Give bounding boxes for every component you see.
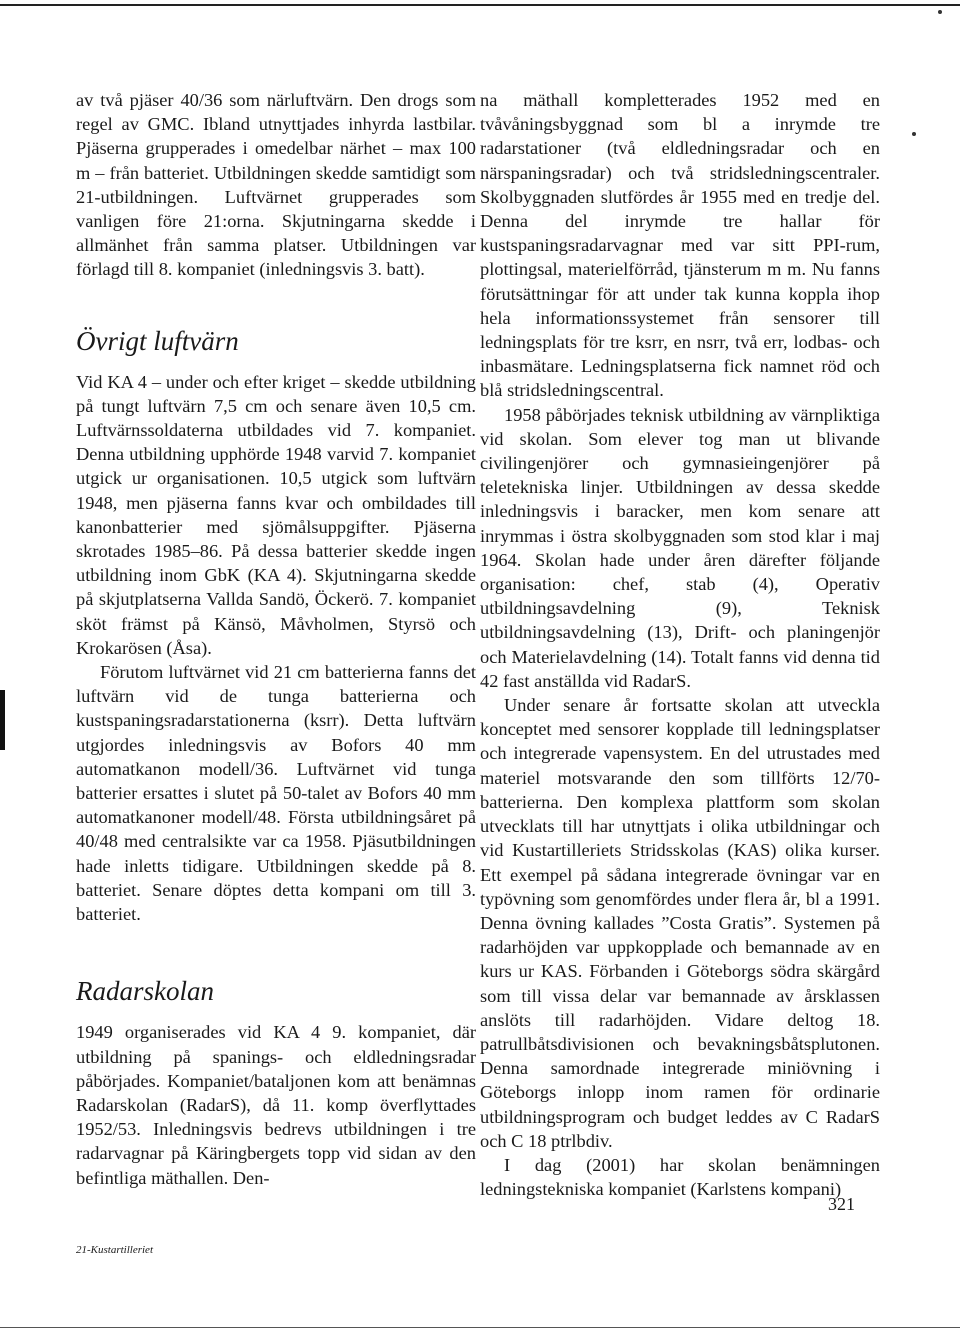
section-heading-radarskolan: Radarskolan <box>76 976 214 1007</box>
section-heading-ovrigt-luftvarn: Övrigt luftvärn <box>76 325 239 356</box>
right-paragraph-4: I dag (2001) har skolan benämningen ledningstekniska kompaniet (Karlstens kompani) <box>480 1154 880 1200</box>
left-paragraph-4: 1949 organiserades vid KA 4 9. kompaniet, där utbildning på spanings- och eldledningsradar påbörjades. Kompaniet/bataljonen kom att benämnas Radarskolan (RadarS), då 11. komp överflyttades 1952/53. Inledningsvis bedrevs utbildningen i tre radarvagnar på Käringbergets topp vid sidan av den befintliga mäthallen. Den- <box>76 1022 476 1188</box>
scan-speck <box>912 132 916 136</box>
bottom-scan-edge <box>0 1327 960 1328</box>
right-paragraph-3: Under senare år fortsatte skolan att utveckla konceptet med sensorer kopplade till ledningsplatser och integrerade vapensystem. En del utrustades med materiel motsvarande den som tillförts 12/70-batterierna. Den komplexa plattform som skolan utvecklats till har utnyttjats i olika utbildningar och vid Kustartilleriets Stridsskolas (KAS) olika kurser. Ett exempel på sådana integrerade övningar var en typövning som genomfördes under flera år, bl a 1991. Denna övning kallades ”Costa Gratis”. Systemen på radarhöjden var uppkopplade och bemannade av en kurs ur KAS. Förbanden i Göteborgs södra skärgård som till vissa delar var bemannade av årsklassen anslöts till radarhöjden. Vidare deltog 18. patrullbåtsdivisionen och bevakningsbåtsplutonen. Denna samordnade integrerade miniövning i Göteborgs inlopp inom ramen för ordinarie utbildningsprogram och budget leddes av C RadarS och C 18 ptrlbdiv. <box>480 695 880 1151</box>
running-footer: 21-Kustartilleriet <box>76 1244 153 1256</box>
right-column <box>480 88 880 1201</box>
page-number: 321 <box>828 1194 855 1214</box>
top-scan-edge <box>0 4 960 6</box>
right-paragraph-2: 1958 påbörjades teknisk utbildning av värnpliktiga vid skolan. Som elever tog man ut blivande civilingenjörer och gymnasieingenjörer på teletekniska linjer. Utbildningen av dessa skedde inledningsvis i baracker, men kom senare att inrymmas i östra skolbyggnaden som stod klar i maj 1964. Skolan hade under åren därefter följande organisation: chef, stab (4), Operativ utbildningsavdelning (9), Teknisk utbildningsavdelning (13), Drift- och planingenjör och Materielavdelning (14). Totalt fanns vid denna tid 42 fast anställda vid RadarS. <box>480 404 880 691</box>
right-paragraph-1: na mäthall kompletterades 1952 med en tvåvåningsbyggnad som bl a inrymde tre radarstationer (två eldledningsradar och en närspaningsradar) och två stridsledningscentraler. Skolbyggnaden slutfördes år 1955 med en tredje del. Denna del inrymde tre hallar för kustspaningsradarvagnar med var sitt PPI-rum, plottingsal, materielförråd, tjänsterum m m. Nu fanns förutsättningar för att under tak kunna koppla ihop hela informationssystemet från sensorer till ledningsplats för tre ksrr, en nsrr, två err, lodbas- och inbasmätare. Ledningsplatserna fick namnet röd och blå stridsledningscentral. <box>480 90 880 401</box>
scan-margin-mark <box>0 690 5 750</box>
scan-speck <box>938 10 942 14</box>
left-column <box>76 88 476 1190</box>
left-paragraph-3: Förutom luftvärnet vid 21 cm batterierna fanns det luftvärn vid de tunga batterierna och kustspaningsradarstationerna (ksrr). Detta luftvärn utgjordes inledningsvis av Bofors 40 mm automatkanon modell/36. Luftvärnet vid tunga batterier ersattes i slutet på 50-talet av Bofors 40 mm automatkanoner modell/48. Första utbildningsåret på 40/48 med centralsikte var ca 1958. Pjäsutbildningen hade inletts tidigare. Utbildningen skedde på 8. batteriet. Senare döptes detta kompani om till 3. batteriet. <box>76 662 476 925</box>
left-paragraph-1: av två pjäser 40/36 som närluftvärn. Den drogs som regel av GMC. Ibland utnyttjades inhyrda lastbilar. Pjäserna grupperades i omedelbar närhet – max 100 m – från batteriet. Utbildningen skedde samtidigt som 21-utbildningen. Luftvärnet grupperades som vanligen före 21:orna. Skjutningarna skedde i allmänhet från samma platser. Utbildningen var förlagd till 8. kompaniet (inledningsvis 3. batt). <box>76 90 476 280</box>
left-paragraph-2: Vid KA 4 – under och efter kriget – skedde utbildning på tungt luftvärn 7,5 cm och senare även 10,5 cm. Luftvärnssoldaterna utbildades vid 7. kompaniet. Denna utbildning upphörde 1948 varvid 7. kompaniet utgick ur organisationen. 10,5 utgick som luftvärn 1948, men pjäserna fanns kvar och ombildades till kanonbatterier med sjömålsuppgifter. Pjäserna skrotades 1985–86. På dessa batterier skedde ingen utbildning inom GbK (KA 4). Skjutningarna skedde på skjutplatserna Vallda Sandö, Öckerö. 7. kompaniet sköt främst på Känsö, Måvholmen, Styrsö och Krokarösen (Åsa). <box>76 371 476 658</box>
